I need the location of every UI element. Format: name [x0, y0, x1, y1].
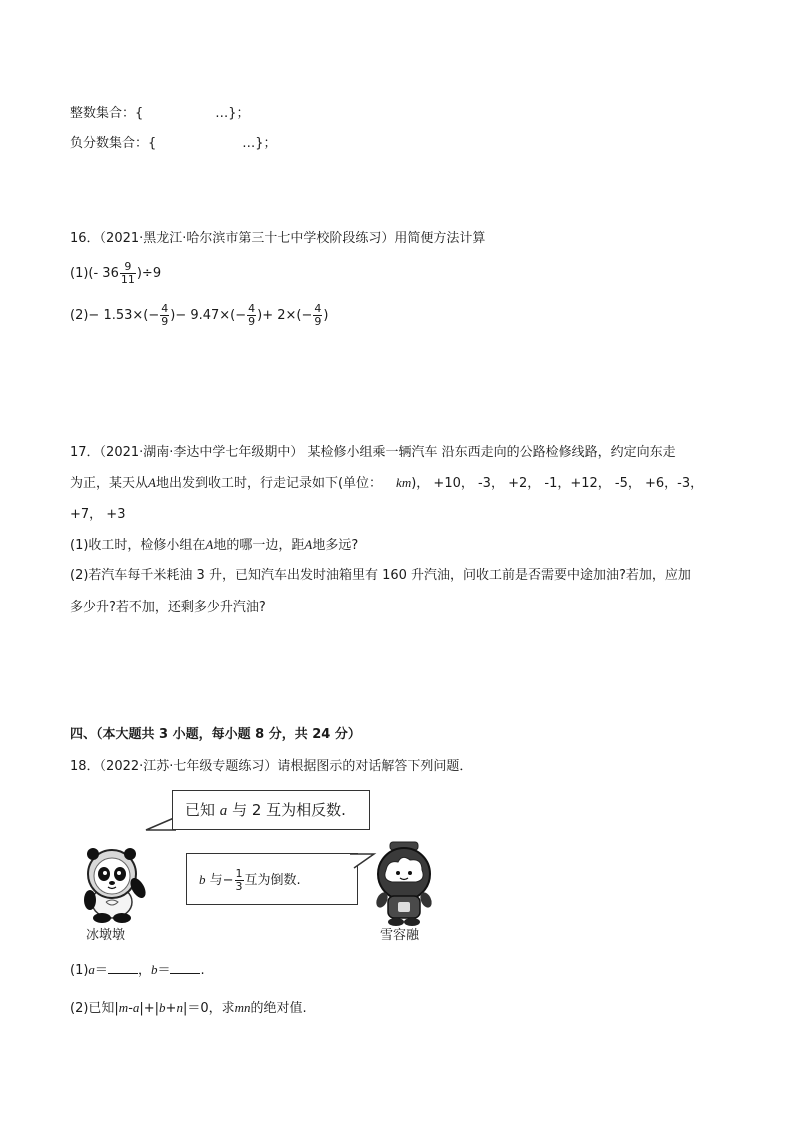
q17-line2-pre: 为正，某天从	[70, 476, 149, 491]
fraction-denominator: 9	[248, 315, 256, 328]
speech-bubble-1	[172, 790, 370, 830]
fraction-4-9	[160, 303, 169, 328]
var-b: b	[199, 872, 206, 887]
fraction-denominator: 11	[120, 273, 135, 286]
bubble1-text	[185, 800, 346, 821]
fraction-numerator: 1	[235, 867, 243, 880]
fraction-9-11	[120, 261, 136, 286]
var-n: n	[176, 1000, 183, 1015]
fraction-4-9	[247, 303, 256, 328]
q18-sub1	[70, 960, 205, 981]
minus-sign: -	[128, 1001, 133, 1016]
bing-dwen-dwen-mascot-image	[72, 838, 158, 924]
fraction-denominator: 3	[235, 880, 243, 893]
var-a: A	[205, 537, 214, 552]
q17-line2-post: )， +10， -3， +2， -1，+12， -5， +6，-3，	[411, 476, 704, 491]
fraction-4-9	[313, 303, 322, 328]
bubble1-pre: 已知	[185, 801, 216, 819]
q17-sub1-mid: 地的哪一边，距	[213, 538, 305, 553]
q16-p1-pre: (1)(- 36	[70, 266, 119, 281]
q16-p2-seg3: )+ 2×(−	[257, 308, 313, 323]
bubble2-post: 互为倒数.	[244, 873, 301, 888]
neg-fraction-set-label: 负分数集合：{	[70, 136, 157, 151]
var-a: A	[148, 475, 156, 490]
q16-p2-post: )	[323, 308, 329, 323]
q16-header: 16．（2021·黑龙江·哈尔滨市第三十七中学校阶段练习）用简便方法计算	[70, 231, 486, 246]
q16-p2-seg2: )− 9.47×(−	[170, 308, 247, 323]
section-4-header: 四、（本大题共 3 小题，每小题 8 分，共 24 分）	[70, 727, 361, 742]
plus-sign: +	[165, 1001, 177, 1016]
mascot1-name: 冰墩墩	[86, 928, 126, 943]
fraction-1-3	[235, 868, 244, 893]
neg-fraction-set-line	[70, 134, 277, 154]
q18-sub2-pre: (2)已知|	[70, 1001, 119, 1016]
q17-sub2-line2: 多少升?若不加，还剩多少升汽油?	[70, 600, 266, 615]
q17-line2	[70, 473, 703, 494]
integer-set-label: 整数集合：{	[70, 106, 144, 121]
var-b: b	[159, 1000, 166, 1015]
period: .	[200, 963, 205, 978]
bubble2-pre: 与−	[209, 873, 234, 888]
neg-fraction-set-tail: …}；	[242, 136, 277, 151]
q17-line3: +7， +3	[70, 507, 126, 522]
q16-part1	[70, 260, 161, 288]
var-a: A	[304, 537, 313, 552]
var-mn: mn	[234, 1000, 251, 1015]
q17-line1: 17．（2021·湖南·李达中学七年级期中） 某检修小组乘一辆汽车 沿东西走向的公路检修线路，约定向东走	[70, 445, 676, 460]
q17-line2-mid: 地出发到收工时，行走记录如下(单位：	[155, 476, 383, 491]
speech-bubble-2	[186, 853, 358, 905]
shuey-rhon-rhon-mascot-image	[364, 840, 444, 928]
q17-sub1-pre: (1)收工时，检修小组在	[70, 538, 206, 553]
q17-sub2-line1: (2)若汽车每千米耗油 3 升，已知汽车出发时油箱里有 160 升汽油，问收工前是否需要中途加油?若加，应加	[70, 568, 691, 583]
fraction-denominator: 9	[161, 315, 169, 328]
integer-set-line	[70, 104, 250, 124]
var-b: b	[150, 962, 158, 977]
q18-sub2-post: |＝0，求	[182, 1001, 235, 1016]
fraction-numerator: 4	[161, 302, 169, 315]
var-a: a	[88, 962, 95, 977]
fraction-numerator: 4	[314, 302, 322, 315]
fraction-numerator: 9	[120, 261, 136, 274]
equals-sign: ＝	[157, 963, 171, 978]
q18-sub2-end: 的绝对值.	[250, 1001, 307, 1016]
q17-sub1	[70, 535, 358, 556]
equals-sign: ＝	[94, 963, 108, 978]
fraction-numerator: 4	[248, 302, 256, 315]
q17-sub1-post: 地多远?	[312, 538, 359, 553]
unit-km: km	[396, 475, 412, 490]
integer-set-tail: …}；	[215, 106, 250, 121]
q16-part2	[70, 302, 328, 330]
var-m: m	[118, 1000, 129, 1015]
bubble2-text	[199, 866, 301, 895]
comma: ，	[137, 963, 151, 978]
abs-bars: |+|	[139, 1001, 160, 1016]
answer-blank-b[interactable]	[170, 961, 200, 974]
bubble1-post: 与 2 互为相反数.	[232, 801, 346, 819]
q16-p1-post: )÷9	[136, 266, 162, 281]
answer-blank-a[interactable]	[108, 961, 138, 974]
q16-p2-pre: (2)− 1.53×(−	[70, 308, 160, 323]
var-a: a	[132, 1000, 140, 1015]
q18-header: 18．（2022·江苏·七年级专题练习）请根据图示的对话解答下列问题．	[70, 759, 473, 774]
mascot2-name: 雪容融	[380, 928, 420, 943]
q18-sub1-pre: (1)	[70, 963, 89, 978]
fraction-denominator: 9	[314, 315, 322, 328]
var-a: a	[219, 803, 228, 819]
q18-sub2	[70, 998, 307, 1019]
